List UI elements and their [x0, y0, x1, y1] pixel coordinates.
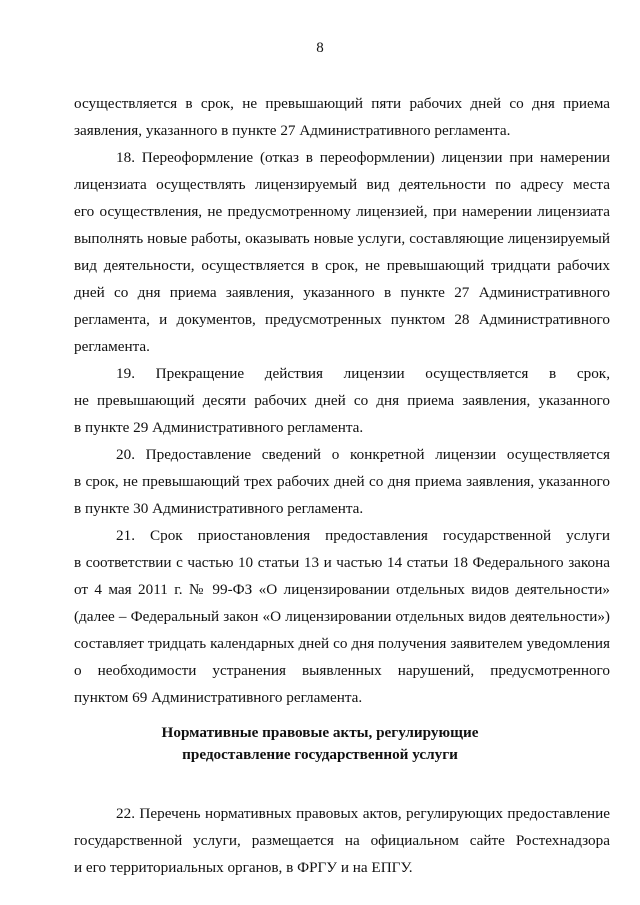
paragraph-start-20: 20. Предоставление сведений о конкретной лицензии осуществляется [116, 446, 610, 463]
text-line: от 4 мая 2011 г. № 99-ФЗ «О лицензировании отдельных видов деятельности» [74, 581, 610, 598]
text-line: пунктом 69 Административного регламента. [74, 689, 363, 706]
paragraph-start-21: 21. Срок приостановления предоставления государственной услуги [116, 527, 610, 544]
text-line: составляет тридцать календарных дней со дня получения заявителем уведомления [74, 635, 610, 652]
text-line: в пункте 29 Административного регламента. [74, 419, 364, 436]
text-line: в срок, не превышающий трех рабочих дней со дня приема заявления, указанного [74, 473, 610, 490]
text-line: государственной услуги, размещается на официальном сайте Ростехнадзора [74, 832, 610, 849]
text-line: и его территориальных органов, в ФРГУ и на ЕПГУ. [74, 859, 413, 876]
text-line: его осуществления, не предусмотренному лицензией, при намерении лицензиата [74, 203, 610, 220]
text-line: осуществляется в срок, не превышающий пяти рабочих дней со дня приема [74, 95, 610, 112]
paragraph-start-22: 22. Перечень нормативных правовых актов, регулирующих предоставление [116, 805, 610, 822]
text-line: (далее – Федеральный закон «О лицензировании отдельных видов деятельности») [74, 608, 610, 625]
text-line: вид деятельности, осуществляется в срок, не превышающий тридцати рабочих [74, 257, 610, 274]
page-number: 8 [316, 40, 324, 56]
text-line: дней со дня приема заявления, указанного в пункте 27 Административного [74, 284, 610, 301]
text-line: не превышающий десяти рабочих дней со дня приема заявления, указанного [74, 392, 610, 409]
paragraph-start-19: 19. Прекращение действия лицензии осуществляется в срок, [116, 365, 610, 382]
text-line: заявления, указанного в пункте 27 Административного регламента. [74, 122, 511, 139]
text-line: регламента. [74, 338, 150, 355]
text-line: регламента, и документов, предусмотренных пунктом 28 Административного [74, 311, 610, 328]
text-line: в пункте 30 Административного регламента. [74, 500, 364, 517]
section-heading-line: предоставление государственной услуги [182, 746, 458, 763]
section-heading-line: Нормативные правовые акты, регулирующие [161, 724, 479, 741]
text-line: в соответствии с частью 10 статьи 13 и частью 14 статьи 18 Федерального закона [74, 554, 610, 571]
text-line: лицензиата осуществлять лицензируемый вид деятельности по адресу места [74, 176, 610, 193]
text-line: о необходимости устранения выявленных нарушений, предусмотренного [74, 662, 610, 679]
text-line: выполнять новые работы, оказывать новые услуги, составляющие лицензируемый [74, 230, 610, 247]
paragraph-start-18: 18. Переоформление (отказ в переоформлении) лицензии при намерении [116, 149, 610, 166]
